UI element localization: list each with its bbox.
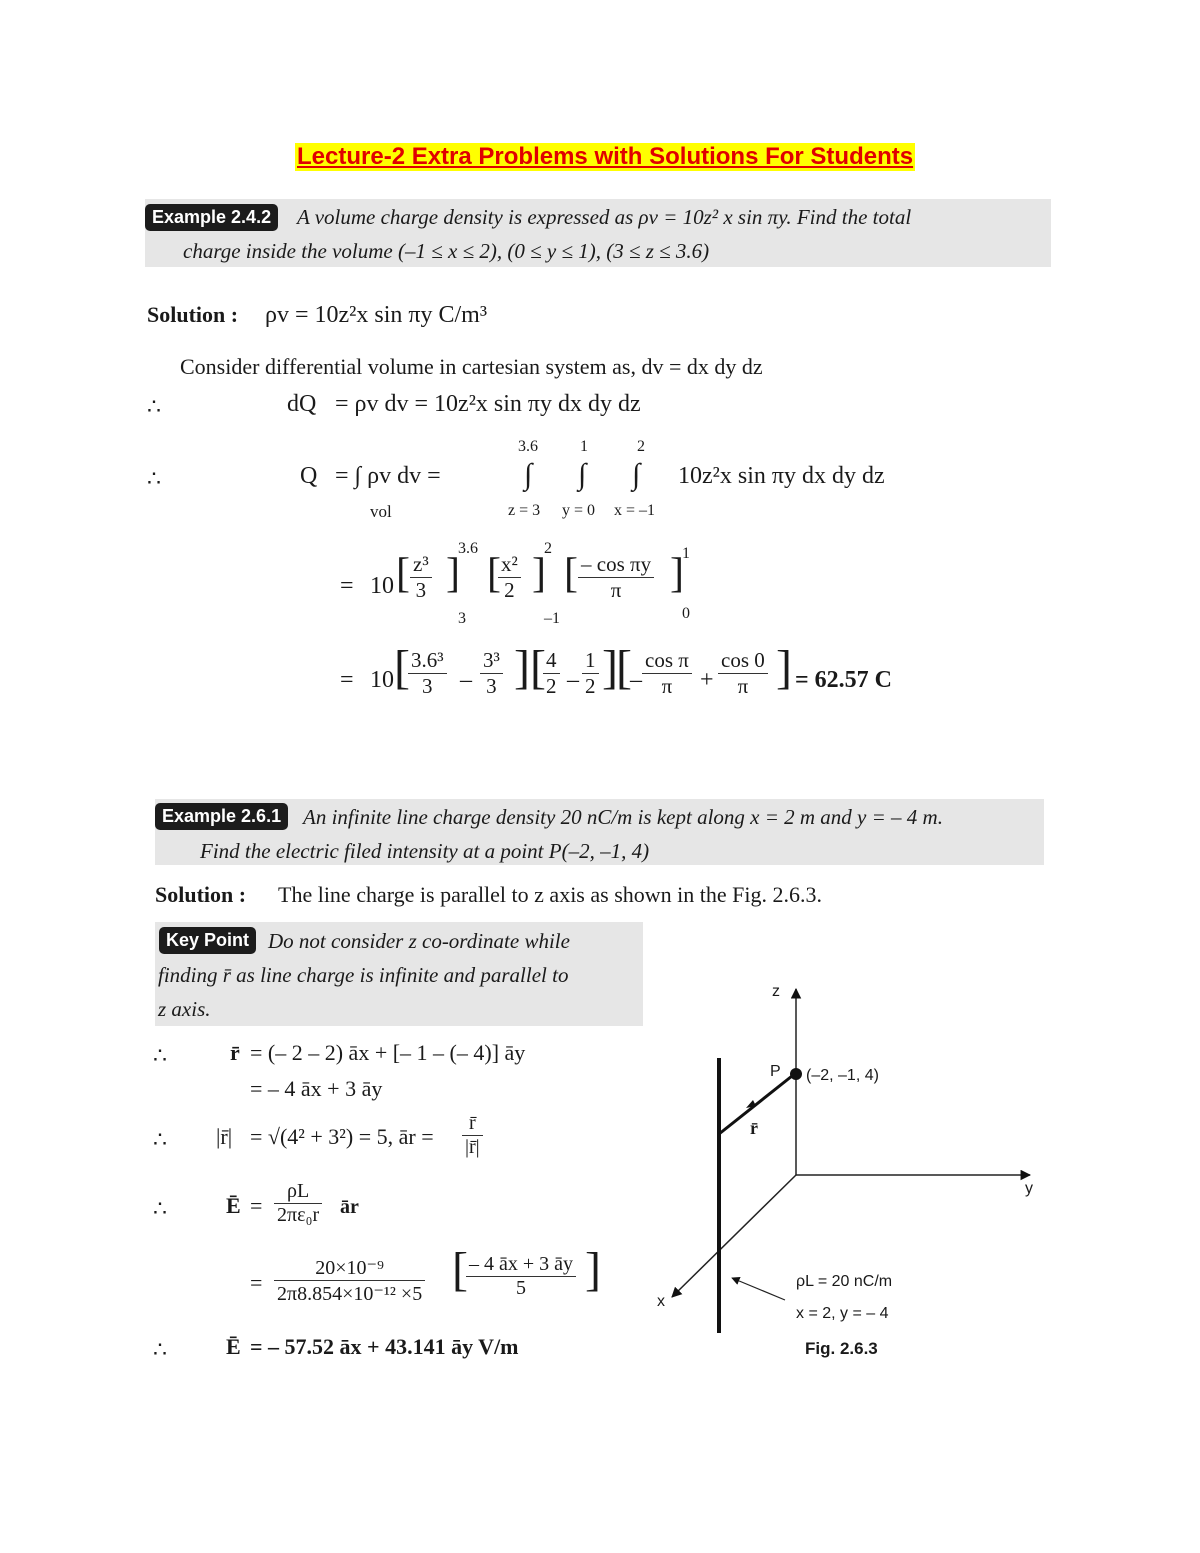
problem-1-line-2: charge inside the volume (–1 ≤ x ≤ 2), (0 ≤ y ≤ 1), (3 ≤ z ≤ 3.6) (183, 239, 710, 263)
fig-y-label: y (1025, 1180, 1033, 1197)
x-den: 2 (504, 578, 515, 602)
step1-bracket-x: [ (487, 551, 501, 597)
a-den: 3 (422, 674, 433, 698)
c-lower-limit: 0 (682, 605, 690, 622)
s2-c-num: 4 (543, 648, 560, 674)
s2-d-num: 1 (582, 648, 599, 674)
int-lower-y: y = 0 (562, 502, 596, 519)
step1-bracket-c-close: ] (670, 551, 684, 597)
r-rhs: = (– 2 – 2) āx + [– 1 – (– 4)] āy (250, 1040, 526, 1065)
solution-label-2: Solution : (155, 882, 247, 907)
step2-minus: – (460, 667, 472, 693)
key-point-tag: Key Point (159, 927, 256, 954)
integral-sign-y: ∫ (578, 458, 587, 491)
q-integrand: 10z²x sin πy dx dy dz (678, 463, 885, 489)
step2-bracket-2-close: ] (602, 641, 618, 694)
f-den: π (737, 674, 749, 698)
e2-bracket: [ (452, 1243, 468, 1296)
step1-bracket-z: [ (396, 551, 410, 597)
dq-lhs: dQ (287, 391, 317, 417)
page-title: Lecture-2 Extra Problems with Solutions For Students (297, 143, 914, 170)
b-den: 3 (486, 674, 497, 698)
mag-frac (462, 1112, 483, 1159)
step2-eq: = (340, 667, 354, 693)
dq-rhs: = ρv dv = 10z²x sin πy dx dy dz (335, 391, 641, 417)
e-frac-num: ρL (274, 1180, 322, 1204)
x-num: x² (498, 552, 521, 578)
step2-b-frac (480, 648, 503, 699)
therefore-symbol: ∴ (147, 394, 161, 419)
example-tag-2: Example 2.6.1 (155, 803, 288, 830)
step2-e-sign: – (630, 667, 642, 693)
a-num: 3.6³ (408, 648, 447, 674)
fig-x-label: x (657, 1293, 665, 1310)
point-p (790, 1068, 802, 1080)
r-lhs: r̄ (230, 1040, 240, 1065)
z-upper-limit: 3.6 (458, 540, 478, 557)
step1-eq: = (340, 573, 354, 599)
fig-r-label: r̄ (750, 1118, 758, 1138)
z-den: 3 (415, 578, 427, 602)
integral-sign-x: ∫ (632, 458, 641, 491)
q-mid: = ∫ ρv dv = (335, 463, 441, 489)
key-point-line-2: finding r̄ as line charge is infinite and parallel to (158, 963, 569, 987)
step2-bracket-2: [ (530, 641, 546, 694)
e2-num: 20×10⁻⁹ (274, 1255, 425, 1281)
e2-den: 2π8.854×10⁻¹² ×5 (277, 1283, 423, 1305)
step2-bracket-3-close: ] (776, 641, 792, 694)
step2-ten: 10 (370, 667, 394, 693)
int-upper-z: 3.6 (518, 438, 538, 455)
fig-rho-label: ρL = 20 nC/m (796, 1273, 893, 1290)
step2-minus-2: – (567, 667, 579, 693)
step2-bracket-1: [ (394, 641, 410, 694)
fig-z-label: z (772, 983, 780, 1000)
step2-d-frac (582, 648, 599, 699)
c-den: π (610, 578, 622, 602)
step2-c-frac (543, 648, 560, 699)
key-point-line-3: z axis. (158, 997, 211, 1021)
example-tag-1: Example 2.4.2 (145, 204, 278, 231)
e2-b-num: – 4 āx + 3 āy (466, 1253, 576, 1277)
therefore-symbol: ∴ (153, 1127, 167, 1152)
solution-label-1: Solution : (147, 302, 239, 327)
problem-2-line-1: An infinite line charge density 20 nC/m is kept along x = 2 m and y = – 4 m. (303, 805, 943, 829)
step1-z-frac (410, 552, 432, 603)
e-frac (274, 1180, 322, 1227)
e-frac-den: 2πε₀r (277, 1204, 320, 1226)
e-lhs: Ē (226, 1193, 241, 1218)
key-point-line-1: Do not consider z co-ordinate while (268, 929, 570, 953)
e-final-lhs: Ē (226, 1334, 241, 1359)
leader-arrow (732, 1278, 785, 1300)
int-upper-x: 2 (637, 438, 645, 455)
f-num: cos 0 (718, 648, 768, 674)
e-final: = – 57.52 āx + 43.141 āy V/m (250, 1334, 519, 1359)
therefore-symbol: ∴ (153, 1337, 167, 1362)
step1-bracket-x-close: ] (532, 551, 546, 597)
e-num: cos π (642, 648, 692, 674)
q-lhs: Q (300, 463, 318, 489)
mag-lhs: |r̄| (216, 1124, 233, 1149)
c-upper-limit: 1 (682, 545, 690, 562)
therefore-symbol: ∴ (147, 466, 161, 491)
e-ar: ār (340, 1196, 359, 1218)
e2-bracket-close: ] (585, 1243, 601, 1296)
s2-d-den: 2 (585, 674, 596, 698)
fig-caption: Fig. 2.6.3 (805, 1339, 878, 1358)
fig-p-coords: (–2, –1, 4) (806, 1067, 879, 1084)
step2-a-frac (408, 648, 447, 699)
int-lower-x: x = –1 (614, 502, 656, 519)
z-lower-limit: 3 (458, 610, 466, 627)
step2-e-frac (642, 648, 692, 699)
e2-eq: = (250, 1270, 263, 1295)
c-num: – cos πy (578, 552, 654, 578)
x-upper-limit: 2 (544, 540, 552, 557)
e-eq: = (250, 1193, 263, 1218)
e2-frac (274, 1255, 425, 1306)
result-1: = 62.57 C (795, 667, 893, 693)
step2-plus: + (700, 667, 714, 693)
s2-c-den: 2 (546, 674, 557, 698)
e-den: π (661, 674, 673, 698)
ar-den: |r̄| (465, 1136, 480, 1158)
ar-num: r̄ (462, 1112, 483, 1136)
r-rhs-2: = – 4 āx + 3 āy (250, 1076, 383, 1101)
step1-ten: 10 (370, 573, 394, 599)
step1-c-frac (578, 552, 654, 603)
problem-2-line-2: Find the electric filed intensity at a point P(–2, –1, 4) (200, 839, 650, 863)
int-upper-y: 1 (580, 438, 588, 455)
fig-position-label: x = 2, y = – 4 (796, 1305, 889, 1322)
int-lower-z: z = 3 (508, 502, 541, 519)
e2-b-frac (466, 1253, 576, 1300)
e2-b-den: 5 (516, 1277, 527, 1299)
q-vol-label: vol (370, 502, 392, 521)
step1-bracket-z-close: ] (446, 551, 460, 597)
therefore-symbol: ∴ (153, 1196, 167, 1221)
consider-text: Consider differential volume in cartesian system as, dv = dx dy dz (180, 354, 763, 379)
step2-f-frac (718, 648, 768, 699)
b-num: 3³ (480, 648, 503, 674)
integral-sign-z: ∫ (524, 458, 533, 491)
solution-1-expr: ρv = 10z²x sin πy C/m³ (265, 302, 488, 328)
step1-bracket-c: [ (564, 551, 578, 597)
problem-1-line-1: A volume charge density is expressed as ρv = 10z² x sin πy. Find the total (297, 205, 912, 229)
step2-bracket-3: [ (616, 641, 632, 694)
fig-p-label: P (770, 1063, 781, 1080)
z-num: z³ (410, 552, 432, 578)
x-lower-limit: –1 (544, 610, 560, 627)
solution-2-text: The line charge is parallel to z axis as shown in the Fig. 2.6.3. (278, 882, 822, 907)
mag-rhs: = √(4² + 3²) = 5, ār = (250, 1124, 434, 1149)
step2-bracket-1-close: ] (514, 641, 530, 694)
step1-x-frac (498, 552, 521, 603)
therefore-symbol: ∴ (153, 1043, 167, 1068)
